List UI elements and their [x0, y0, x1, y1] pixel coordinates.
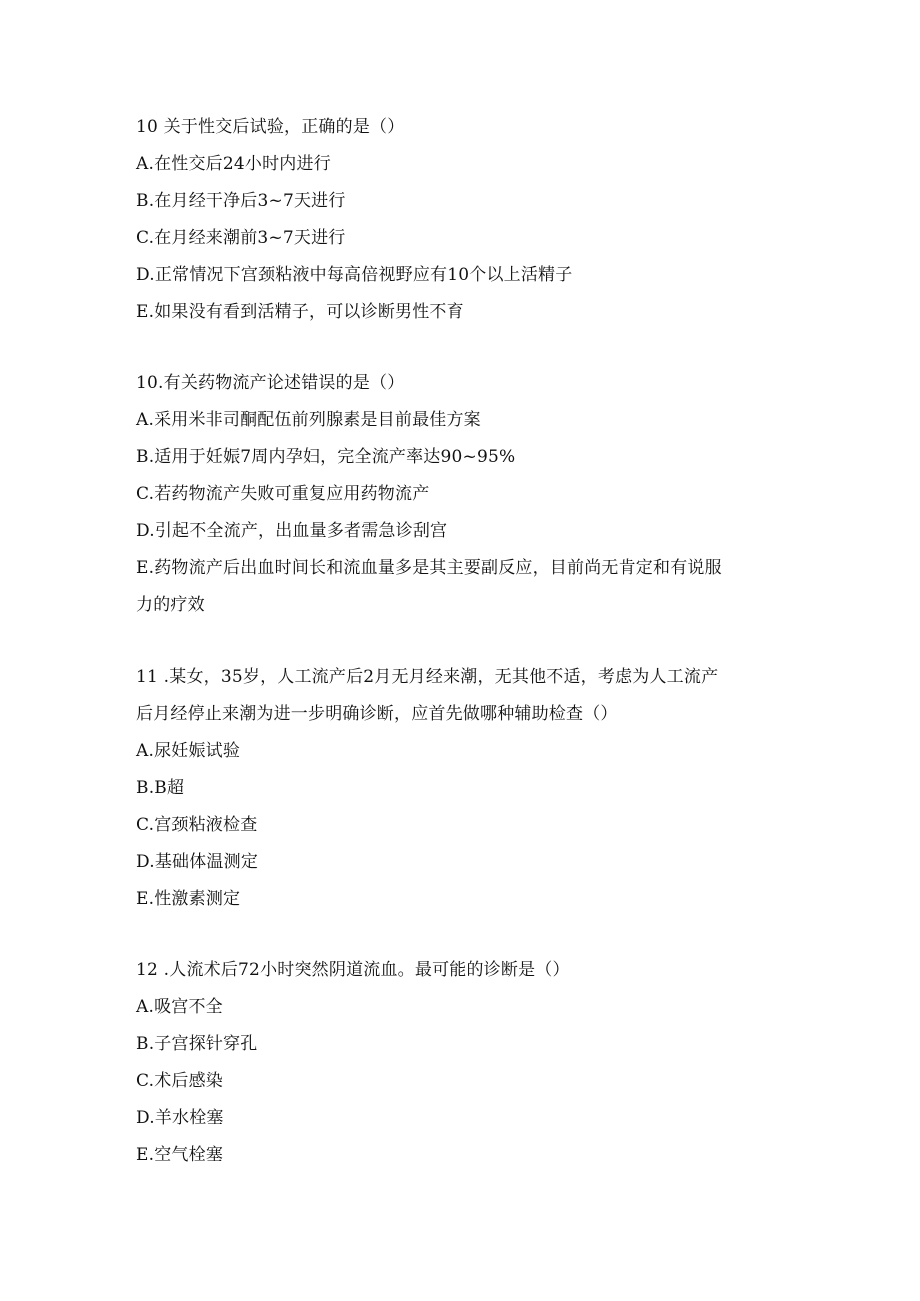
option-a: A.吸宫不全 [136, 997, 223, 1017]
option-e: E.药物流产后出血时间长和流血量多是其主要副反应，目前尚无肯定和有说服 [136, 558, 722, 578]
question-stem: 11 .某女，35岁，人工流产后2月无月经来潮，无其他不适，考虑为人工流产 [136, 667, 719, 687]
option-e-continued: 力的疗效 [136, 595, 205, 615]
option-d: D.正常情况下宫颈粘液中每高倍视野应有10个以上活精子 [136, 265, 573, 285]
option-d: D.引起不全流产，出血量多者需急诊刮宫 [136, 521, 448, 541]
option-d: D.羊水栓塞 [136, 1108, 224, 1128]
option-d: D.基础体温测定 [136, 852, 259, 872]
option-b: B.适用于妊娠7周内孕妇，完全流产率达90~95% [136, 447, 516, 467]
question-stem: 10 关于性交后试验，正确的是（） [136, 117, 405, 137]
question-stem-continued: 后月经停止来潮为进一步明确诊断，应首先做哪种辅助检查（） [136, 704, 618, 724]
option-a: A.尿妊娠试验 [136, 741, 241, 761]
option-c: C.在月经来潮前3~7天进行 [136, 228, 346, 248]
option-c: C.宫颈粘液检查 [136, 815, 258, 835]
option-b: B.在月经干净后3~7天进行 [136, 191, 346, 211]
question-stem: 10.有关药物流产论述错误的是（） [136, 373, 405, 393]
option-a: A.在性交后24小时内进行 [136, 154, 331, 174]
option-e: E.如果没有看到活精子，可以诊断男性不育 [136, 302, 464, 322]
option-b: B.子宫探针穿孔 [136, 1034, 258, 1054]
option-e: E.空气栓塞 [136, 1145, 224, 1165]
option-c: C.若药物流产失败可重复应用药物流产 [136, 484, 430, 504]
question-stem: 12 .人流术后72小时突然阴道流血。最可能的诊断是（） [136, 960, 570, 980]
option-e: E.性激素测定 [136, 889, 241, 909]
option-c: C.术后感染 [136, 1071, 224, 1091]
option-a: A.采用米非司酮配伍前列腺素是目前最佳方案 [136, 410, 481, 430]
option-b: B.B超 [136, 778, 185, 798]
